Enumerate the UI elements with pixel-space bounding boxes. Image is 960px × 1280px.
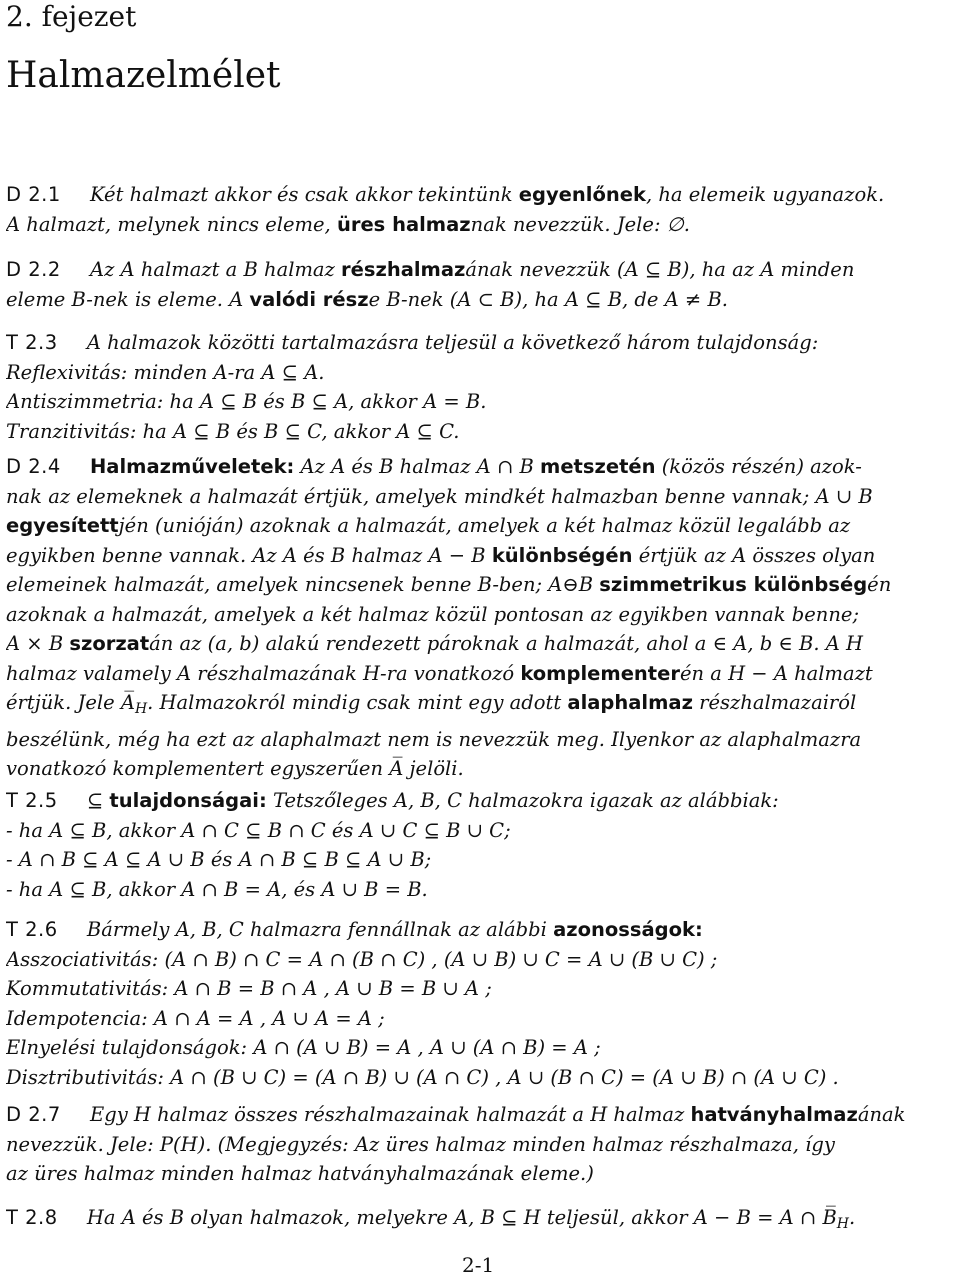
bold-term: szorzat — [69, 632, 150, 655]
bold-term: hatványhalmaz — [690, 1103, 858, 1126]
text-run: Egy H halmaz összes részhalmazainak halmazát a H halmaz — [89, 1103, 691, 1126]
text-line — [6, 285, 952, 315]
text-run: Tranzitivitás: ha A ⊆ B és B ⊆ C, akkor A ⊆ C. — [6, 419, 460, 443]
text-line — [6, 570, 952, 600]
block-label: T 2.3 — [6, 331, 58, 354]
text-line — [6, 600, 952, 630]
text-line — [6, 1004, 952, 1034]
block-label: D 2.2 — [6, 258, 61, 281]
page-title: Halmazelmélet — [6, 55, 281, 96]
text-run: egyikben benne vannak. Az A és B halmaz A − B — [6, 543, 492, 567]
text-run: A halmazok közötti tartalmazásra teljesül a következő három tulajdonság: — [86, 331, 819, 354]
text-line — [6, 1203, 952, 1240]
bold-term: különbségén — [491, 543, 633, 567]
theorem-2-8 — [6, 1203, 952, 1240]
text-run: Ha A és B olyan halmazok, melyekre A, B ⊆ H teljesül, akkor A − B = A ∩ B̅ — [86, 1206, 837, 1229]
bold-term: szimmetrikus különbség — [599, 573, 868, 596]
text-run: H — [134, 701, 148, 717]
text-run: Idempotencia: A ∩ A = A , A ∪ A = A ; — [6, 1006, 385, 1030]
text-run: értjük. Jele A̅ — [6, 691, 135, 714]
bold-term: metszetén — [540, 455, 656, 478]
page-number: 2-1 — [462, 1253, 495, 1277]
text-run: ának nevezzük (A ⊆ B), ha az A minden — [465, 258, 855, 281]
text-run: részhalmazairól — [692, 691, 857, 714]
block-label: T 2.6 — [6, 918, 58, 941]
text-run: halmaz valamely A részhalmazának H-ra vonatkozó — [6, 661, 521, 685]
text-run: - A ∩ B ⊆ A ⊆ A ∪ B és A ∩ B ⊆ B ⊆ A ∪ B; — [6, 848, 432, 871]
text-run: értjük az A összes olyan — [632, 543, 876, 567]
text-run: A × B — [6, 632, 70, 655]
bold-term: azonosságok: — [553, 918, 703, 941]
block-label: T 2.5 — [6, 789, 58, 812]
definition-2-1 — [6, 180, 952, 239]
text-line — [6, 1159, 952, 1189]
text-run: ⊆ — [86, 789, 110, 812]
theorem-2-6 — [6, 915, 952, 1092]
bold-term: tulajdonságai: — [109, 789, 267, 812]
block-label: T 2.8 — [6, 1206, 58, 1229]
text-line — [6, 511, 952, 541]
block-label: D 2.4 — [6, 455, 61, 478]
text-run: beszélünk, még ha ezt az alaphalmazt nem is nevezzük meg. Ilyenkor az alaphalmazra — [6, 727, 862, 751]
text-run: , ha elemeik ugyanazok. — [645, 183, 885, 206]
chapter-label: 2. fejezet — [6, 0, 137, 33]
text-line — [6, 915, 952, 945]
bold-term: komplementer — [520, 661, 680, 685]
text-run: elemeinek halmazát, amelyek nincsenek benne B-ben; A⊖B — [6, 573, 600, 596]
text-line — [6, 945, 952, 975]
text-line — [6, 754, 952, 784]
document-page — [6, 0, 952, 1280]
definition-2-4 — [6, 452, 952, 784]
text-run: Kommutativitás: A ∩ B = B ∩ A , A ∪ B = B ∪ A ; — [6, 977, 492, 1000]
text-run: nak az elemeknek a halmazát értjük, amelyek mindkét halmazban benne vannak; A ∪ B — [6, 484, 873, 508]
text-line — [6, 255, 952, 285]
text-line — [6, 328, 952, 358]
text-run: Antiszimmetria: ha A ⊆ B és B ⊆ A, akkor A = B. — [6, 390, 487, 413]
text-run: Két halmazt akkor és csak akkor tekintünk — [89, 183, 519, 206]
text-line — [6, 1063, 952, 1093]
text-run: e B-nek (A ⊂ B), ha A ⊆ B, de A ≠ B. — [368, 287, 728, 311]
text-run: Asszociativitás: (A ∩ B) ∩ C = A ∩ (B ∩ C) , (A ∪ B) ∪ C = A ∪ (B ∪ C) ; — [6, 947, 718, 971]
bold-term: alaphalmaz — [567, 691, 693, 714]
text-run: - ha A ⊆ B, akkor A ∩ B = A, és A ∪ B = B. — [6, 877, 428, 901]
text-line — [6, 1100, 952, 1130]
text-line — [6, 1130, 952, 1160]
bold-term: valódi rész — [249, 287, 369, 311]
text-line — [6, 659, 952, 689]
text-run: Elnyelési tulajdonságok: A ∩ (A ∪ B) = A , A ∪ (A ∩ B) = A ; — [6, 1036, 601, 1059]
text-line — [6, 482, 952, 512]
text-line — [6, 845, 952, 875]
theorem-2-3 — [6, 328, 952, 446]
text-line — [6, 1033, 952, 1063]
text-run: jén (unióján) azoknak a halmazát, amelyek a két halmaz közül legalább az — [118, 514, 851, 537]
block-label: D 2.7 — [6, 1103, 61, 1126]
definition-2-2 — [6, 255, 952, 314]
text-run: Bármely A, B, C halmazra fennállnak az alábbi — [86, 918, 554, 941]
text-line — [6, 210, 952, 240]
text-line — [6, 786, 952, 816]
bold-term: Halmazműveletek: — [89, 455, 295, 478]
theorem-2-5 — [6, 786, 952, 904]
text-run: . Halmazokról mindig csak mint egy adott — [147, 691, 568, 714]
text-run: Az A és B halmaz A ∩ B — [294, 455, 541, 478]
text-run: az üres halmaz minden halmaz hatványhalmazának eleme.) — [6, 1162, 594, 1185]
text-run: Az A halmazt a B halmaz — [89, 258, 342, 281]
text-line — [6, 725, 952, 755]
text-line — [6, 688, 952, 725]
text-line — [6, 358, 952, 388]
bold-term: egyenlőnek — [518, 183, 646, 206]
text-line — [6, 629, 952, 659]
text-run: vonatkozó komplementert egyszerűen A̅ jelöli. — [6, 757, 464, 780]
bold-term: egyesített — [6, 514, 119, 537]
block-label: D 2.1 — [6, 183, 61, 206]
text-line — [6, 875, 952, 905]
text-run: án az (a, b) alakú rendezett pároknak a halmazát, ahol a ∈ A, b ∈ B. A H — [149, 632, 864, 655]
text-line — [6, 541, 952, 571]
text-run: (közös részén) azok- — [655, 455, 862, 478]
definition-2-7 — [6, 1100, 952, 1189]
text-run: én a H − A halmazt — [679, 661, 873, 685]
text-line — [6, 387, 952, 417]
text-line — [6, 452, 952, 482]
text-line — [6, 417, 952, 447]
text-run: Tetszőleges A, B, C halmazokra igazak az alábbiak: — [266, 789, 779, 812]
text-run: nevezzük. Jele: P(H). (Megjegyzés: Az üres halmaz minden halmaz részhalmaza, így — [6, 1132, 835, 1156]
text-line — [6, 974, 952, 1004]
text-run: - ha A ⊆ B, akkor A ∩ C ⊆ B ∩ C és A ∪ C ⊆ B ∪ C; — [6, 818, 511, 842]
text-run: azoknak a halmazát, amelyek a két halmaz közül pontosan az egyikben vannak benne; — [6, 602, 860, 626]
text-run: . — [849, 1206, 856, 1229]
text-run: nak nevezzük. Jele: ∅. — [470, 212, 690, 236]
bold-term: üres halmaz — [336, 212, 471, 236]
bold-term: részhalmaz — [341, 258, 466, 281]
text-run: Reflexivitás: minden A-ra A ⊆ A. — [6, 360, 325, 384]
text-run: én — [867, 573, 892, 596]
text-line — [6, 180, 952, 210]
text-run: A halmazt, melynek nincs eleme, — [6, 212, 337, 236]
text-run: ának — [857, 1103, 906, 1126]
text-line — [6, 816, 952, 846]
text-run: H — [836, 1216, 850, 1232]
text-run: Disztributivitás: A ∩ (B ∪ C) = (A ∩ B) ∪ (A ∩ C) , A ∪ (B ∩ C) = (A ∪ B) ∩ (A ∪ C) . — [6, 1065, 839, 1089]
text-run: eleme B-nek is eleme. A — [6, 287, 250, 311]
